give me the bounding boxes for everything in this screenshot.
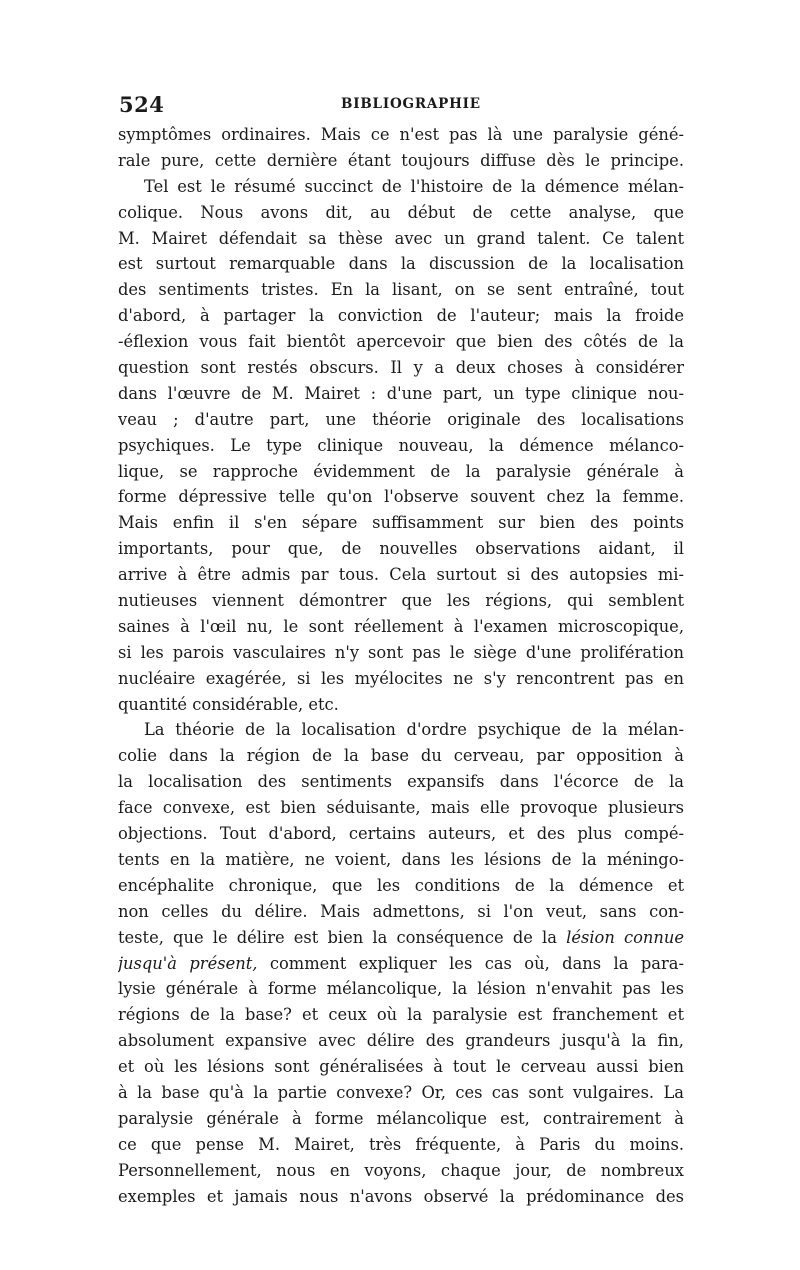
text-line — [118, 692, 684, 718]
book-page — [118, 92, 684, 1209]
text-line — [118, 433, 684, 459]
line-text: absolument expansive avec délire des grandeurs jusqu'à la fin, — [118, 1031, 684, 1051]
text-line — [118, 666, 684, 692]
line-text: nucléaire exagérée, si les myélocites ne s'y rencontrent pas en — [118, 668, 684, 688]
page-number: 524 — [119, 92, 165, 117]
italic-phrase: jusqu'à présent, — [118, 953, 258, 973]
text-line — [118, 743, 684, 769]
text-line — [118, 588, 684, 614]
text-line — [118, 899, 684, 925]
text-line — [118, 459, 684, 485]
line-text: des sentiments tristes. En la lisant, on se sent entraîné, tout — [118, 280, 684, 300]
line-text: lique, se rapproche évidemment de la paralysie générale à — [118, 461, 684, 481]
line-text: nutieuses viennent démontrer que les régions, qui semblent — [118, 591, 684, 611]
line-text: colie dans la région de la base du cerveau, par opposition à — [118, 746, 684, 766]
text-line — [118, 847, 684, 873]
line-text: lysie générale à forme mélancolique, la lésion n'envahit pas les — [118, 979, 684, 999]
text-line — [118, 1028, 684, 1054]
line-text: saines à l'œil nu, le sont réellement à l'examen microscopique, — [118, 616, 684, 636]
line-text: -éflexion vous fait bientôt apercevoir que bien des côtés de la — [118, 332, 684, 352]
line-text: M. Mairet défendait sa thèse avec un grand talent. Ce talent — [118, 228, 684, 248]
line-text: rale pure, cette dernière étant toujours diffuse dès le principe. — [118, 150, 684, 170]
text-line — [118, 303, 684, 329]
text-line — [118, 200, 684, 226]
text-line — [118, 821, 684, 847]
line-text: arrive à être admis par tous. Cela surtout si des autopsies mi- — [118, 565, 684, 585]
line-text: régions de la base? et ceux où la paralysie est franchement et — [118, 1005, 684, 1025]
text-line — [118, 329, 684, 355]
line-text: teste, que le délire est bien la conséquence de la — [118, 927, 557, 947]
line-text: question sont restés obscurs. Il y a deux choses à considérer — [118, 358, 684, 378]
text-line — [118, 1158, 684, 1184]
line-text: veau ; d'autre part, une théorie originale des localisations — [118, 409, 684, 429]
line-text: comment expliquer les cas où, dans la para- — [257, 953, 684, 973]
text-line — [118, 174, 684, 200]
line-text: symptômes ordinaires. Mais ce n'est pas là une paralysie géné- — [118, 125, 684, 144]
text-line — [118, 562, 684, 588]
text-line — [118, 873, 684, 899]
text-line — [118, 122, 684, 148]
text-line — [118, 355, 684, 381]
text-line — [118, 251, 684, 277]
line-text: Tel est le résumé succinct de l'histoire de la démence mélan- — [144, 176, 684, 196]
text-line — [118, 1054, 684, 1080]
line-text: tents en la matière, ne voient, dans les lésions de la méningo- — [118, 849, 684, 869]
line-text: d'abord, à partager la conviction de l'auteur; mais la froide — [118, 306, 684, 326]
running-head: BIBLIOGRAPHIE — [341, 96, 481, 112]
line-text: psychiques. Le type clinique nouveau, la démence mélanco- — [118, 435, 684, 455]
text-line — [118, 1106, 684, 1132]
line-text: paralysie générale à forme mélancolique est, contrairement à — [118, 1108, 684, 1128]
text-line — [118, 1132, 684, 1158]
text-line — [118, 381, 684, 407]
line-text: quantité considérable, etc. — [118, 694, 339, 714]
line-text: non celles du délire. Mais admettons, si l'on veut, sans con- — [118, 901, 684, 921]
line-text: dans l'œuvre de M. Mairet : d'une part, un type clinique nou- — [118, 383, 684, 403]
line-text: colique. Nous avons dit, au début de cette analyse, que — [118, 202, 684, 222]
line-text: exemples et jamais nous n'avons observé la prédominance des — [118, 1186, 684, 1206]
line-text: et où les lésions sont généralisées à tout le cerveau aussi bien — [118, 1057, 684, 1077]
italic-phrase: lésion connue — [566, 927, 684, 947]
line-text: la localisation des sentiments expansifs dans l'écorce de la — [118, 772, 684, 792]
line-text: est surtout remarquable dans la discussion de la localisation — [118, 254, 684, 274]
text-line — [118, 407, 684, 433]
text-line — [118, 640, 684, 666]
text-line — [118, 226, 684, 252]
body-text — [118, 122, 684, 1209]
line-text: objections. Tout d'abord, certains auteurs, et des plus compé- — [118, 824, 684, 844]
text-line — [118, 769, 684, 795]
line-text: encéphalite chronique, que les conditions de la démence et — [118, 875, 684, 895]
line-text: à la base qu'à la partie convexe? Or, ces cas sont vulgaires. La — [118, 1082, 684, 1102]
line-text: Personnellement, nous en voyons, chaque jour, de nombreux — [118, 1160, 684, 1180]
page-header — [118, 92, 684, 122]
text-line — [118, 148, 684, 174]
line-text: La théorie de la localisation d'ordre psychique de la mélan- — [144, 720, 684, 740]
text-line — [118, 277, 684, 303]
text-line — [118, 1184, 684, 1210]
text-line — [118, 510, 684, 536]
text-line — [118, 925, 684, 951]
text-line — [118, 951, 684, 977]
text-line — [118, 484, 684, 510]
line-text: si les parois vasculaires n'y sont pas le siège d'une prolifération — [118, 642, 684, 662]
line-text: importants, pour que, de nouvelles observations aidant, il — [118, 539, 684, 559]
text-line — [118, 795, 684, 821]
line-text: ce que pense M. Mairet, très fréquente, à Paris du moins. — [118, 1134, 684, 1154]
text-line — [118, 1080, 684, 1106]
text-line — [118, 614, 684, 640]
line-text: forme dépressive telle qu'on l'observe souvent chez la femme. — [118, 487, 684, 507]
text-line — [118, 536, 684, 562]
line-text: face convexe, est bien séduisante, mais elle provoque plusieurs — [118, 798, 684, 818]
text-line — [118, 1002, 684, 1028]
text-line — [118, 976, 684, 1002]
text-line — [118, 717, 684, 743]
line-text: Mais enfin il s'en sépare suffisamment sur bien des points — [118, 513, 684, 533]
